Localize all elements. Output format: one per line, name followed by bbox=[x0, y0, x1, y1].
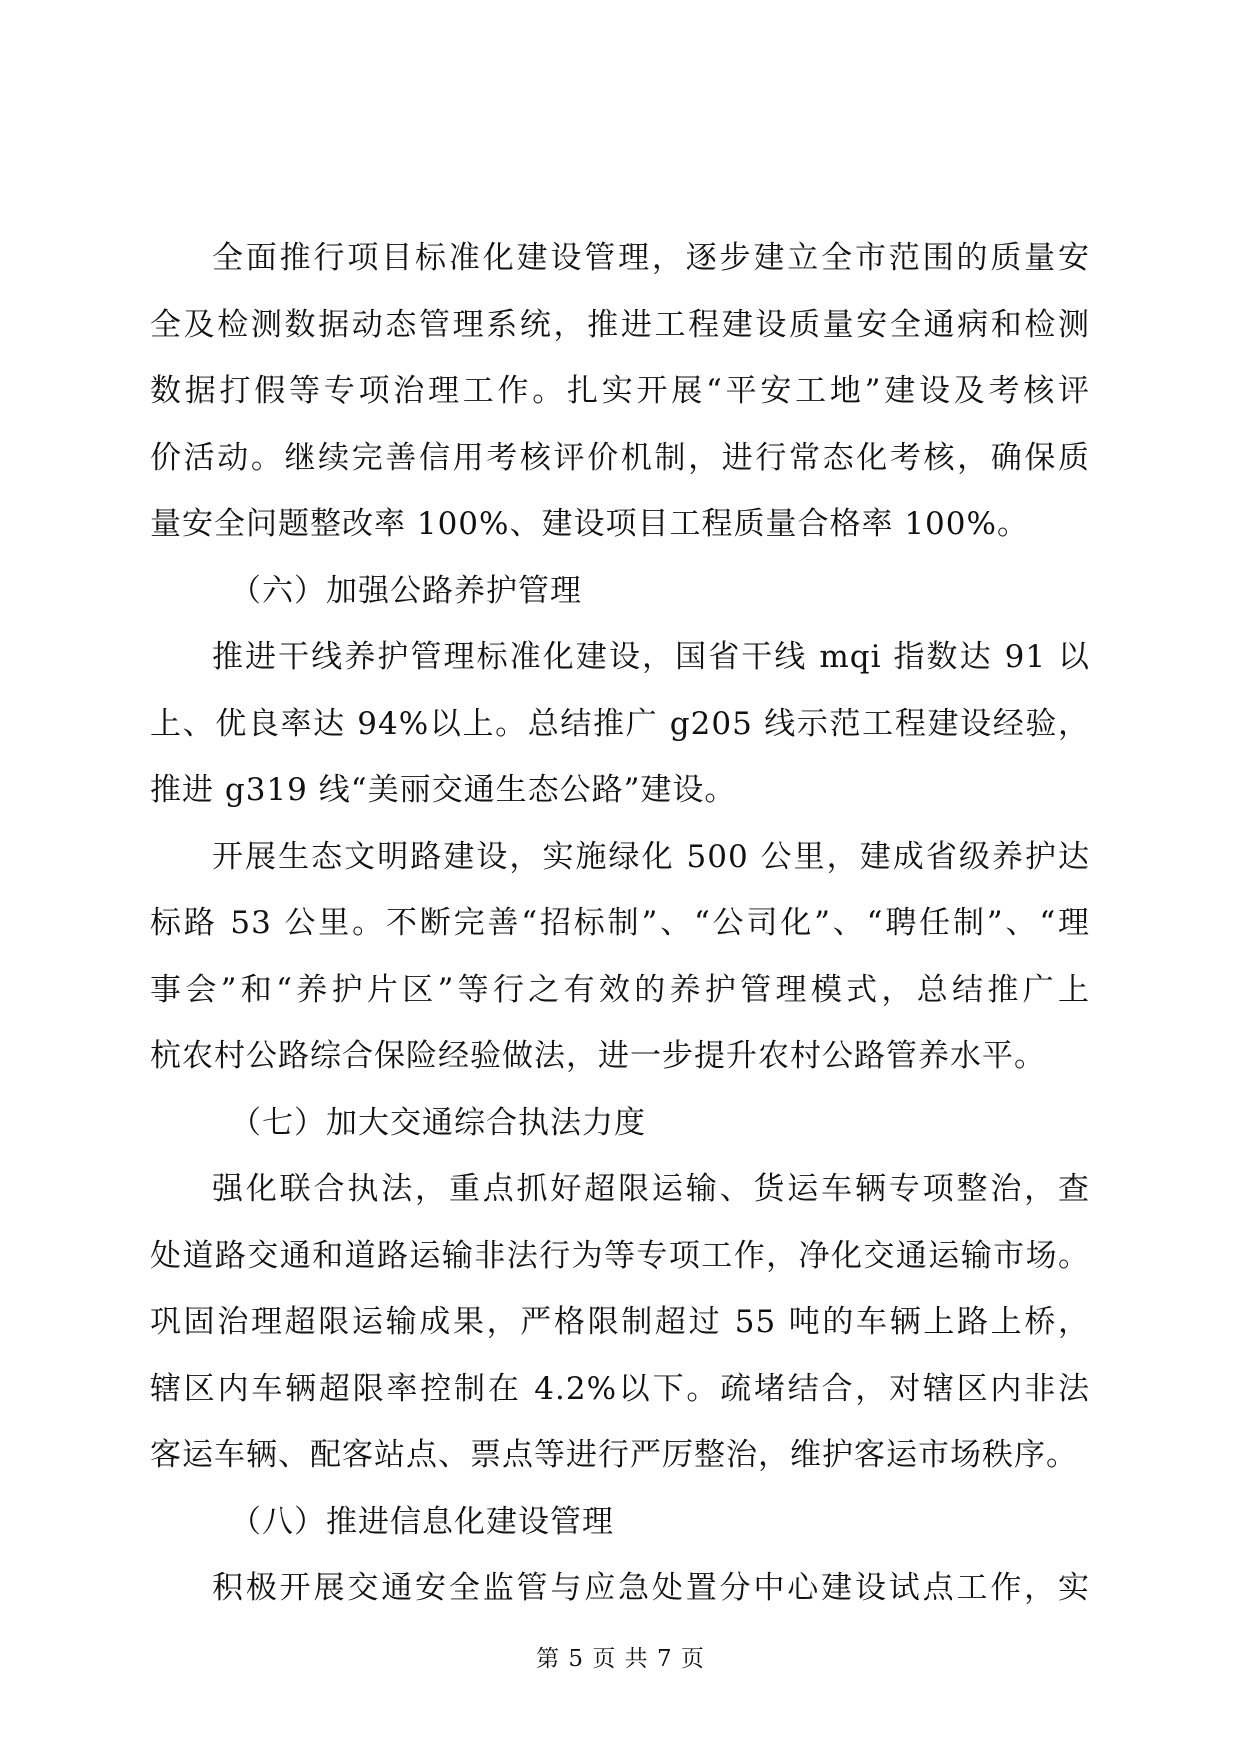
paragraph-line: 处道路交通和道路运输非法行为等专项工作，净化交通运输市场。 bbox=[150, 1237, 1090, 1274]
paragraph-line: 客运车辆、配客站点、票点等进行严厉整治，维护客运市场秩序。 bbox=[150, 1437, 1078, 1473]
paragraph-line: 全面推行项目标准化建设管理，逐步建立全市范围的质量安 bbox=[212, 240, 1090, 276]
paragraph-line: 事会”和“养护片区”等行之有效的养护管理模式，总结推广上 bbox=[150, 971, 1090, 1008]
page-number-footer: 第 5 页 共 7 页 bbox=[536, 1646, 705, 1672]
paragraph-line: 上、优良率达 94%以上。总结推广 g205 线示范工程建设经验， bbox=[150, 705, 1090, 742]
paragraph-line: 辖区内车辆超限率控制在 4.2%以下。疏堵结合，对辖区内非法 bbox=[150, 1370, 1090, 1407]
section-heading: （七）加大交通综合执法力度 bbox=[230, 1104, 646, 1141]
paragraph-line: 量安全问题整改率 100%、建设项目工程质量合格率 100%。 bbox=[150, 506, 1029, 542]
section-heading: （六）加强公路养护管理 bbox=[230, 572, 582, 609]
paragraph-line: 全及检测数据动态管理系统，推进工程建设质量安全通病和检测 bbox=[150, 306, 1090, 343]
paragraph-line: 数据打假等专项治理工作。扎实开展“平安工地”建设及考核评 bbox=[150, 373, 1090, 409]
paragraph-line: 价活动。继续完善信用考核评价机制，进行常态化考核，确保质 bbox=[150, 439, 1090, 476]
paragraph-line: 积极开展交通安全监管与应急处置分中心建设试点工作，实 bbox=[212, 1570, 1090, 1606]
paragraph-line: 强化联合执法，重点抓好超限运输、货运车辆专项整治，查 bbox=[212, 1171, 1090, 1207]
paragraph-line: 标路 53 公里。不断完善“招标制”、“公司化”、“聘任制”、“理 bbox=[150, 905, 1090, 941]
section-heading: （八）推进信息化建设管理 bbox=[230, 1503, 614, 1540]
paragraph-line: 开展生态文明路建设，实施绿化 500 公里，建成省级养护达 bbox=[212, 838, 1090, 875]
paragraph-line: 巩固治理超限运输成果，严格限制超过 55 吨的车辆上路上桥， bbox=[150, 1304, 1090, 1340]
paragraph-line: 推进 g319 线“美丽交通生态公路”建设。 bbox=[150, 772, 737, 808]
paragraph-line: 推进干线养护管理标准化建设，国省干线 mqi 指数达 91 以 bbox=[212, 639, 1090, 675]
document-body bbox=[150, 225, 1090, 1622]
paragraph-line: 杭农村公路综合保险经验做法，进一步提升农村公路管养水平。 bbox=[150, 1038, 1046, 1074]
